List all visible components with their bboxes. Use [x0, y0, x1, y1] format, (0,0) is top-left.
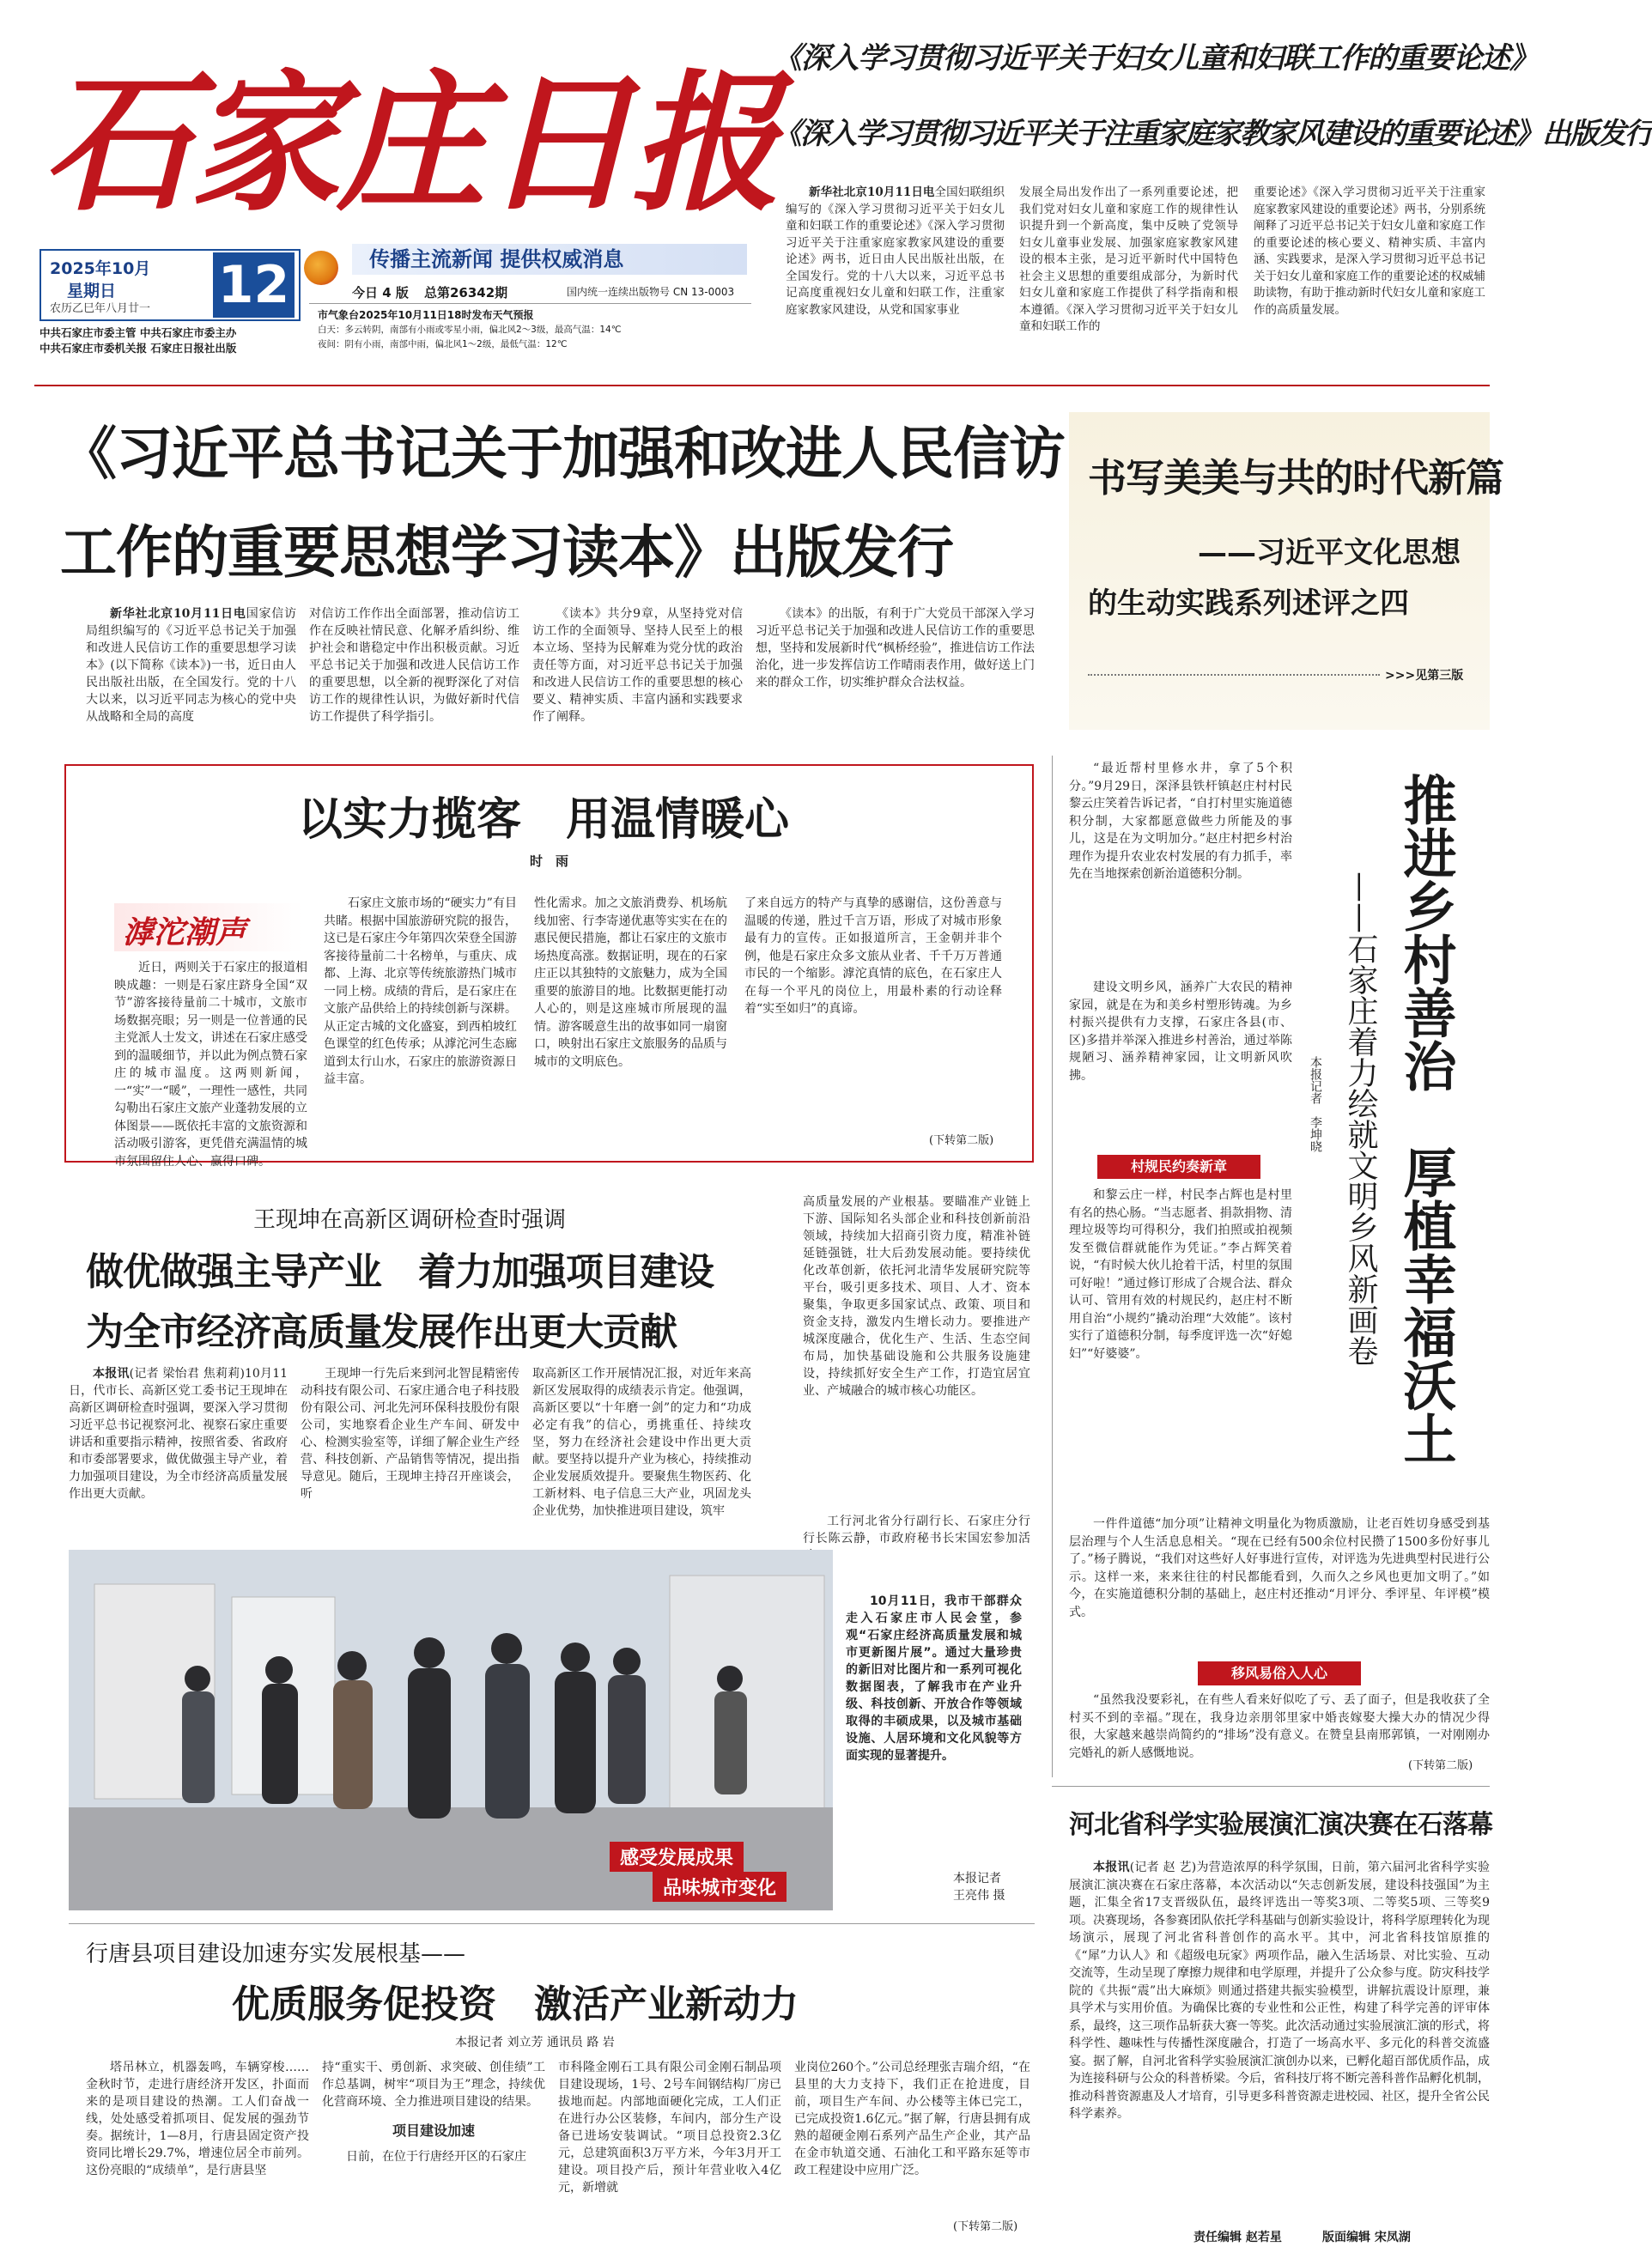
- village-subhead: ——石家庄着力绘就文明乡风新画卷: [1343, 871, 1378, 1366]
- science-body: [1069, 1859, 1490, 2211]
- date-box: [39, 249, 301, 321]
- lead-text-3: 《读本》共分9章，从坚持党对信访工作的全面领导、坚持人民至上的根本立场、坚持为民解难为党分忧的政治责任等方面，对习近平总书记关于加强和改进人民信访工作的重要思想的核心要义、精神实质、丰富内涵和实践要求作了阐释。: [532, 607, 743, 724]
- village-col-3: [1069, 1187, 1292, 1513]
- science-text: 为营造浓厚的科学氛围，日前，第六届河北省科学实验展演汇演决赛在石家庄落幕，本次活动以“矢志创新发展，建设科技强国”为主题，汇集全省17支晋级队伍，最终评选出一等奖3项、二等奖5项、三等奖9项。决赛现场，各参赛团队依托学科基础与创新实验设计，将科学原理转化为现场演示，展现了河北省科普创作的高水平。其中，河北省科技馆原推的《“犀”力认人》和《超级电玩家》两项作品，融入生活场景、对比实验、互动交流等，生动呈现了摩擦力规律和电学原理，并提升了公众参与度。防灾科技学院的《共振“震”出大麻烦》则通过搭建共振实验模型，讲解抗震设计原理，兼具学术与实用价值。为确保比赛的专业性和公正性，构建了科学完善的评审体系，最终，这三项作品斩获大赛一等奖。此次活动通过实验展演汇演的形式，将科学性、趣味性与传播性深度融合，打造了一场高水平、多元化的科普交流盛宴。据了解，自河北省科学实验展演汇演创办以来，已孵化超百部优质作品，成为连接科研与公众的科普桥梁。今后，省科技厅将不断完善科普作品孵化机制，推动科普资源惠及人才培育，引导更多科普资源走进校园、社区，提升全省公民科学素养。: [1069, 1861, 1491, 2121]
- lead-text-2: 对信访工作作出全面部署，推动信访工作在反映社情民意、化解矛盾纠纷、维护社会和谐稳定中作出积极贡献。习近平总书记关于加强和改进人民信访工作的重要思想，以全新的视野深化了对信访工作的规律性认识，为做好新时代信访工作提供了科学指引。: [309, 607, 519, 724]
- photo-credit-2: 王亮伟 摄: [953, 1889, 1005, 1903]
- inspection-reporters: (记者 梁怡君 焦莉莉): [129, 1367, 245, 1381]
- date-weekday: 星期日: [67, 282, 117, 301]
- commentary-title: 书写美美与共的时代新篇: [1088, 455, 1504, 501]
- date-day: 12: [213, 252, 295, 318]
- editorial-col-4: [744, 895, 1002, 1126]
- top-divider: [34, 385, 1490, 386]
- inspection-text-1: 10月11日，代市长、高新区党工委书记王现坤在高新区调研检查时强调，要深入学习贯彻习近平总书记视察河北、视察石家庄重要讲话和重要指示精神，按照省委、省政府和市委部署要求，做优做强主导产业，着力加强项目建设，为全市经济高质量发展作出更大贡献。: [69, 1367, 288, 1501]
- inspection-text-2: 王现坤一行先后来到河北智昆精密传动科技有限公司、石家庄通合电子科技股份有限公司、河北先河环保科技股份有限公司，实地察看企业生产车间、研发中心、检测实验室等，详细了解企业生产经营、科技创新、产品销售等情况，提出指导意见。随后，王现坤主持召开座谈会，听: [301, 1367, 519, 1501]
- footer-layout-editor: 版面编辑 宋凤湖: [1322, 2231, 1411, 2244]
- top-story-col-2: [1019, 185, 1238, 339]
- inspection-headline-1: 做优做强主导产业 着力加强项目建设: [86, 1250, 714, 1294]
- county-kicker: 行唐县项目建设加速夯实发展根基——: [86, 1941, 466, 1967]
- inspection-col-3: [532, 1365, 751, 1518]
- lead-text-4: 《读本》的出版，有利于广大党员干部深入学习习近平总书记关于加强和改进人民信访工作的重要思想，坚持和发展新时代“枫桥经验”，推进信访工作法治化，进一步发挥信访工作晴雨表作用，做好送上门来的群众工作，切实维护群众合法权益。: [756, 607, 1035, 689]
- county-text-1: 塔吊林立，机器轰鸣，车辆穿梭……金秋时节，走进行唐经济开发区，扑面而来的是项目建设的热潮。工人们奋战一线，处处感受着抓项目、促发展的强劲节奏。据统计，1—8月，行唐县固定资产投资同比增长29.7%，增速位居全市前列。这份亮眼的“成绩单”，是行唐县坚: [86, 2061, 309, 2177]
- newspaper-logo-icon: [304, 251, 338, 285]
- lead-col-2: [309, 605, 519, 734]
- science-reporter: (记者 赵 艺): [1129, 1861, 1197, 1874]
- lead-headline-2: 工作的重要思想学习读本》出版发行: [60, 519, 953, 586]
- village-section-1: 村规民约奏新章: [1097, 1155, 1260, 1179]
- county-text-2: 持“重实干、勇创新、求突破、创佳绩”工作总基调，树牢“项目为王”理念，持续优化营商环境、全力推进项目建设的结果。: [322, 2061, 545, 2109]
- county-text-4: 业岗位260个。”公司总经理张吉瑞介绍，“在县里的大力支持下，我们正在抢进度，目前，项目生产车间、办公楼等主体已完工，已完成投资1.6亿元。”据了解，行唐县拥有成熟的超硬金刚石系列产品生产企业，其产品在金市轨道交通、石油化工和平路东延等市政工程建设中应用广泛。: [794, 2061, 1030, 2177]
- inspection-kicker: 王现坤在高新区调研检查时强调: [253, 1207, 567, 1233]
- county-headline: 优质服务促投资 激活产业新动力: [232, 1983, 799, 2026]
- photo-caption-text: 10月11日，我市干部群众走入石家庄市人民会堂，参观“石家庄经济高质量发展和城市更新图片展”。通过大量珍贵的新旧对比图片和一系列可视化数据图表，了解我市在产业升级、科技创新、开放合作等领域取得的丰硕成果，以及城市基础设施、人居环境和文化风貌等方面实现的显著提升。: [846, 1594, 1022, 1763]
- village-col-2: [1069, 979, 1292, 1155]
- lead-col-3: [532, 605, 743, 734]
- inspection-text-4: 高质量发展的产业根基。要瞄准产业链上下游、国际知名头部企业和科技创新前沿领域，持续加大招商引资力度，精准补链延链强链，壮大后劲发展动能。要持续优化改革创新，依托河北清华发展研究院等平台，吸引更多技术、项目、人才、资本聚集，争取更多国家试点、政策、项目和资金支持，激发内生增长动力。要推进产城深度融合，优化生产、生活、生态空间布局，加快基础设施和公共服务设施建设，持续抓好安全生产工作，打造宜居宜业、产城融合的城市核心功能区。: [803, 1195, 1030, 1398]
- commentary-divider: [1088, 674, 1380, 676]
- inspection-col-5: [803, 1513, 1030, 1547]
- lead-col-4: [756, 605, 1035, 734]
- village-jump: (下转第二版): [1408, 1759, 1473, 1772]
- photo-caption: [846, 1593, 1022, 1867]
- right-column-divider: [1052, 756, 1053, 1777]
- inspection-col-2: [301, 1365, 519, 1515]
- column-logo-text: 滹沱潮声: [123, 914, 247, 950]
- publisher: 中共石家庄市委机关报 石家庄日报社出版: [39, 342, 237, 355]
- editorial-author: 时 雨: [530, 853, 569, 869]
- top-story-text-1: 全国妇联组织编写的《深入学习贯彻习近平关于妇女儿童和妇联工作的重要论述》《深入学习贯彻习近平关于注重家庭家教家风建设的重要论述》两书，近日由人民出版社出版，在全国发行。党的十八大以来，习近平总书记高度重视妇女儿童和妇联工作，注重家庭家教家风建设，从党和国家事业: [786, 185, 1005, 317]
- inspection-text-3: 取高新区工作开展情况汇报，对近年来高新区发展取得的成绩表示肯定。他强调，高新区要以“十年磨一剑”的定力和“功成必定有我”的信心，勇挑重任、持续攻坚，努力在经济社会建设中作出更大贡献。要坚持以提升产业为核心，持续推动企业发展质效提升。要聚焦生物医药、化工新材料、电子信息三大产业，巩固龙头企业优势，加快推进项目建设，筑牢: [532, 1367, 751, 1518]
- commentary-box: [1069, 412, 1504, 730]
- date-year-month: 2025年10月: [50, 259, 151, 278]
- commentary-subtitle-2: 的生动实践系列述评之四: [1088, 586, 1409, 621]
- lead-text-1: 国家信访局组织编写的《习近平总书记关于加强和改进人民信访工作的重要思想学习读本》(以下简称《读本》)一书，近日由人民出版社出版，在全国发行。党的十八大以来，以习近平同志为核心的党中央从战略和全局的高度: [86, 607, 297, 724]
- county-text-3: 市科隆金刚石工具有限公司金刚石制品项目建设现场，1号、2号车间钢结构厂房已拔地而起。内部地面硬化完成，工人们正在进行办公区装修，车间内，部分生产设备已进场安装调试。“项目总投资2.3亿元，总建筑面积3万平方米，今年3月开工建设。项目投产后，预计年营业收入4亿元，新增就: [558, 2061, 781, 2195]
- publication-license: 国内统一连续出版物号 CN 13-0003: [567, 286, 735, 298]
- inspection-byline: 本报讯: [93, 1367, 130, 1381]
- top-story-headline-2: 《深入学习贯彻习近平关于注重家庭家教家风建设的重要论述》出版发行: [773, 117, 1652, 151]
- issue-number: 总第26342期: [424, 285, 508, 301]
- inspection-headline-2: 为全市经济高质量发展作出更大贡献: [86, 1310, 677, 1354]
- editorial-col-1: [114, 959, 307, 1169]
- top-story-col-3: [1254, 185, 1485, 339]
- county-col-2: [322, 2059, 545, 2231]
- village-headline: 推进乡村善治 厚植幸福沃土: [1394, 773, 1457, 1465]
- village-col-5: [1069, 1691, 1490, 1760]
- column-logo: [114, 903, 303, 951]
- top-story-headline-1: 《深入学习贯彻习近平关于妇女儿童和妇联工作的重要论述》: [773, 41, 1538, 76]
- village-section-2: 移风易俗入人心: [1198, 1661, 1361, 1685]
- county-text-2b: 日前，在位于行唐经开区的石家庄: [346, 2150, 526, 2164]
- editorial-text-3: 性化需求。加之文旅消费券、机场航线加密、行李寄递优惠等实实在在的惠民便民措施，都让石家庄的文旅市场热度高涨。数据证明，现在的石家庄正以其独特的文旅魅力，成为全国重要的旅游目的地。比数据更能打动人心的，则是这座城市所展现的温情。游客暖意生出的故事如同一扇窗口，映射出石家庄文旅服务的品质与城市的文明底色。: [534, 896, 727, 1069]
- weather-night: 夜间：阴有小雨，南部中雨，偏北风1～2级，最低气温：12℃: [318, 339, 568, 349]
- science-byline: 本报讯: [1093, 1861, 1130, 1874]
- commentary-subtitle: ——习近平文化思想: [1198, 536, 1461, 570]
- county-divider: [69, 1923, 1035, 1924]
- slogan: 传播主流新闻 提供权威消息: [352, 244, 747, 275]
- county-subhead: 项目建设加速: [392, 2122, 475, 2139]
- lead-col-1: [86, 605, 296, 734]
- county-col-3: [558, 2059, 781, 2231]
- editorial-title: 以实力揽客 用温情暖心: [298, 793, 790, 846]
- village-text-4: 一件件道德“加分项”让精神文明量化为物质激励，让老百姓切身感受到基层治理与个人生活息息相关。“现在已经有500余位村民攒了1500多份好事儿了。”杨子腾说，“我们对这些好人好事进行宣传，对评选为先进典型村民进行公示。这样一来，来来往往的村民都能看到，久而久之乡风也更加文明了。”如今，在实施道德积分制的基础上，赵庄村还推动“月评分、季评星、年评模”模式。: [1069, 1517, 1490, 1619]
- village-byline: 本报记者 李坤晓: [1309, 1056, 1322, 1152]
- weather-day: 白天：多云转阴，南部有小雨或零星小雨，偏北风2～3级，最高气温：14℃: [318, 325, 622, 335]
- lead-dateline: 新华社北京10月11日电: [110, 607, 246, 621]
- photo-credit-1: 本报记者: [953, 1872, 1001, 1885]
- village-text-3: 和黎云庄一样，村民李占辉也是村里有名的热心肠。“当志愿者、捐款捐物、清理垃圾等均可得积分，我们拍照或拍视频发至微信群就能作为凭证。”李占辉笑着说，“有时候大伙儿抢着干活，村里的氛围可好啦！”通过修订形成了合规合法、群众认可、管用有效的村规民约，赵庄村不断用自治“小规约”撬动治理“大效能”。该村实行了道德积分制，每季度评选一次“好媳妇”“好婆婆”。: [1069, 1188, 1292, 1361]
- edition-count: 今日 4 版: [352, 285, 409, 301]
- photo-banner-1: 感受发展成果: [610, 1842, 744, 1872]
- science-top-rule: [1052, 1786, 1490, 1787]
- inspection-col-1: [69, 1365, 288, 1515]
- weather-box: [309, 303, 751, 354]
- village-col-1: [1069, 760, 1292, 975]
- science-headline: 河北省科学实验展演汇演决赛在石落幕: [1069, 1810, 1492, 1840]
- weather-title: 市气象台2025年10月11日18时发布天气预报: [318, 309, 534, 321]
- top-story-col-1: [786, 185, 1005, 339]
- top-story-text-3: 重要论述》《深入学习贯彻习近平关于注重家庭家教家风建设的重要论述》两书，分别系统阐释了习近平总书记关于妇女儿童和家庭工作的重要论述的核心要义、精神实质、丰富内涵、实践要求，是深入学习贯彻习近平总书记关于妇女儿童和家庭工作的重要论述的权威辅助读物，有助于推动新时代妇女儿童和家庭工作的高质量发展。: [1254, 185, 1485, 317]
- county-col-4: [794, 2059, 1030, 2213]
- sponsors: 中共石家庄市委主管 中共石家庄市委主办: [39, 326, 237, 339]
- county-byline: 本报记者 刘立芳 通讯员 路 岩: [455, 2036, 615, 2049]
- lead-headline-1: 《习近平总书记关于加强和改进人民信访: [60, 421, 1065, 487]
- editorial-text-2: 石家庄文旅市场的“硬实力”有目共睹。根据中国旅游研究院的报告，这已是石家庄今年第四次荣登全国游客接待量前二十名榜单，与重庆、成都、上海、北京等传统旅游热门城市一同上榜。成绩的背后，是石家庄在文旅产品供给上的持续创新与深耕。从正定古城的文化盛宴，到西柏坡红色课堂的红色传承；从滹沱河生态廊道到太行山水，石家庄的旅游资源日益丰富。: [324, 896, 517, 1086]
- inspection-col-4: [803, 1193, 1030, 1511]
- top-story-text-2: 发展全局出发作出了一系列重要论述，把我们党对妇女儿童和家庭工作的规律性认识提升到一个新高度，集中反映了党领导妇女儿童事业发展、加强家庭家教家风建设的根本主张，是习近平新时代中国特色社会主义思想的重要组成部分，为新时代妇女儿童和家庭工作提供了科学指南和根本遵循。《深入学习贯彻习近平关于妇女儿童和妇联工作的: [1019, 185, 1238, 333]
- masthead: [34, 24, 777, 355]
- inspection-text-5: 工行河北省分行副行长、石家庄分行行长陈云静，市政府秘书长宋国宏参加活: [803, 1515, 1030, 1545]
- editorial-box: [64, 764, 1034, 1169]
- masthead-title: 石家庄日报: [43, 56, 777, 232]
- county-jump: (下转第二版): [953, 2220, 1018, 2233]
- editorial-text-1: 近日，两则关于石家庄的报道相映成趣：一则是石家庄跻身全国“双节”游客接待量前二十城市，文旅市场数据亮眼；另一则是一位普通的民主党派人士发文，讲述在石家庄感受到的温暖细节，并以此为例点赞石家庄的城市温度。这两则新闻，一“实”一“暖”，一理性一感性，共同勾勒出石家庄文旅产业蓬勃发展的立体图景——既依托丰富的文旅资源和活动吸引游客，更凭借充满温情的城市氛围留住人心、赢得口碑。: [114, 961, 307, 1169]
- village-text-1: “最近帮村里修水井，拿了5个积分。”9月29日，深泽县铁杆镇赵庄村村民黎云庄笑着告诉记者，“自打村里实施道德积分制，大家都愿意做些力所能及的事儿，这是在为文明加分。”赵庄村把乡村治理作为提升农业农村发展的有力抓手，率先在当地探索创新治道德积分制。: [1069, 762, 1292, 881]
- editorial-col-3: [534, 895, 727, 1148]
- photo-banner-2: 品味城市变化: [653, 1872, 787, 1902]
- commentary-jump-link[interactable]: >>>见第三版: [1385, 669, 1464, 683]
- exhibition-photo: [69, 1550, 833, 1910]
- date-lunar: 农历乙巳年八月廿一: [50, 302, 151, 315]
- editorial-text-4: 了来自远方的特产与真挚的感谢信，这份善意与温暖的传递，胜过千言万语，形成了对城市形象最有力的宣传。正如报道所言，王金朝并非个例，他是石家庄众多文旅从业者、千千万万普通市民的一个缩影。滹沱真情的底色，在石家庄人在每一个平凡的岗位上，用最朴素的行动诠释着“实至如归”的真谛。: [744, 896, 1002, 1016]
- footer-editor: 责任编辑 赵若星: [1193, 2231, 1282, 2244]
- top-story-dateline: 新华社北京10月11日电: [809, 185, 935, 199]
- editorial-col-2: [324, 895, 517, 1148]
- county-col-1: [86, 2059, 309, 2231]
- editorial-jump: (下转第二版): [929, 1134, 994, 1147]
- village-text-2: 建设文明乡风，涵养广大农民的精神家园，就是在为和美乡村塑形铸魂。为乡村振兴提供有力支撑，石家庄各县(市、区)多措并举深入推进乡村善治，通过举陈规陋习、涵养精神家园，让文明新风吹拂。: [1069, 981, 1292, 1083]
- village-text-5: “虽然我没要彩礼，在有些人看来好似吃了亏、丢了面子，但是我收获了全村买不到的幸福。”现在，我身边亲朋邻里家中婚丧嫁娶大操大办的情况少得很，大家越来越崇尚简约的“排场”没有意义。在赞皇县南邢郭镇，一对刚刚办完婚礼的新人感慨地说。: [1069, 1693, 1490, 1760]
